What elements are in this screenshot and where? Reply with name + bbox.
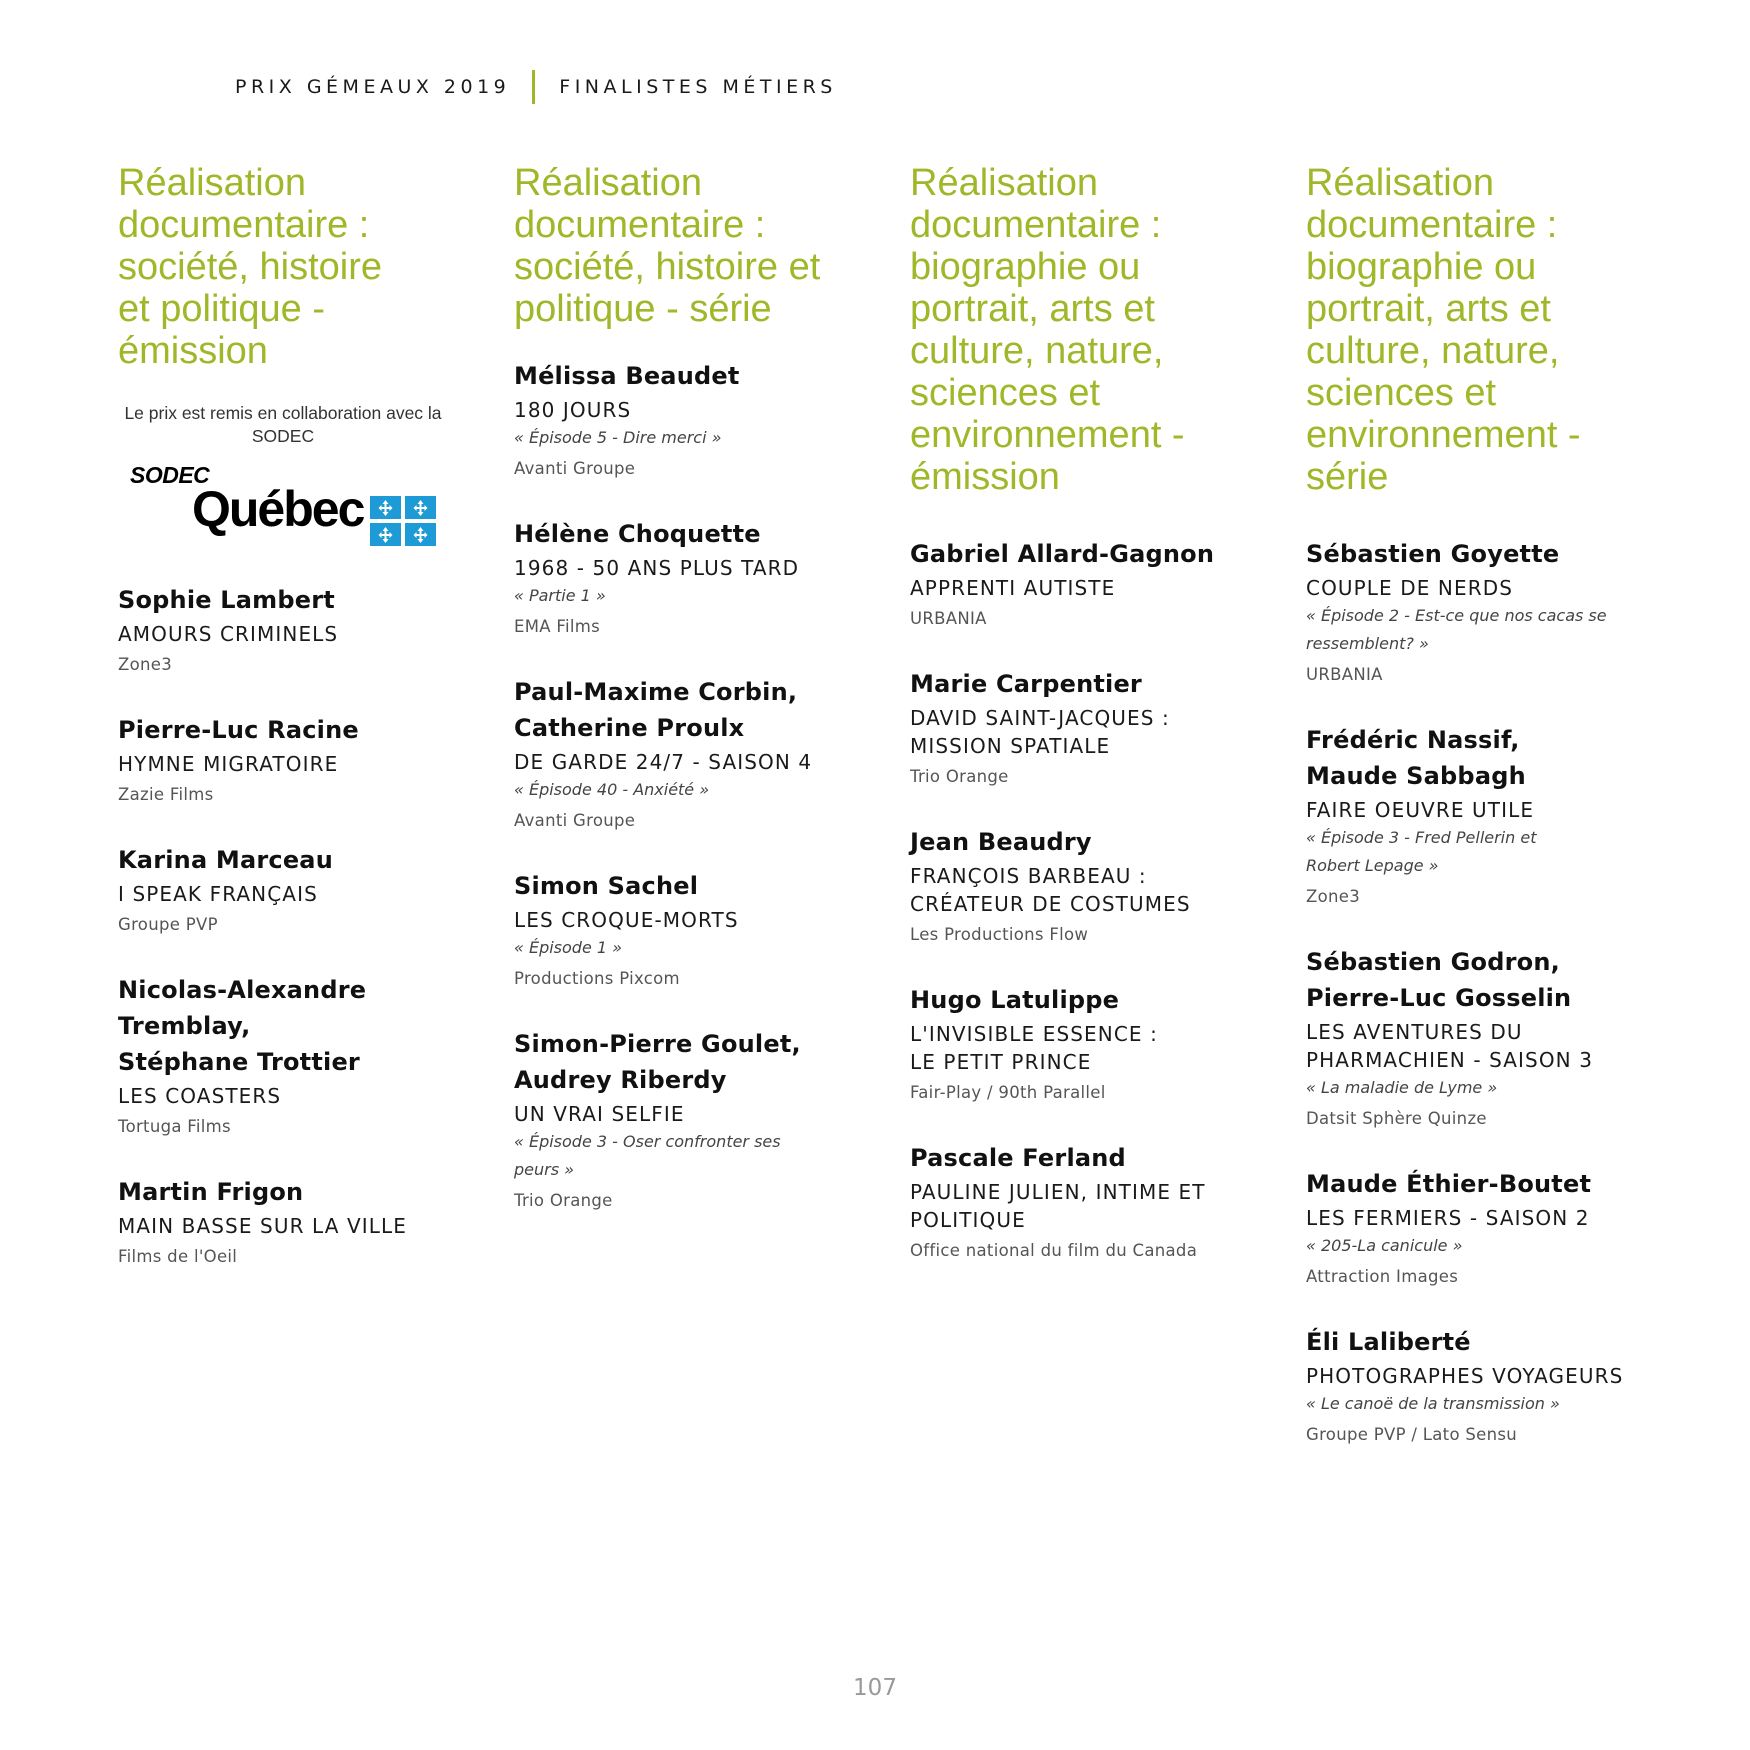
- quebec-flag-icon: [370, 496, 436, 546]
- finalist-entry: [910, 1140, 1270, 1262]
- finalist-name: Paul-Maxime Corbin, Catherine Proulx: [514, 678, 798, 742]
- finalist-entry: [514, 1026, 874, 1212]
- finalist-name: Nicolas-Alexandre Tremblay, Stéphane Trottier: [118, 976, 367, 1076]
- production-title: PHOTOGRAPHES VOYAGEURS: [1306, 1364, 1624, 1388]
- finalist-entry: [1306, 944, 1666, 1130]
- category-title: Réalisation documentaire : biographie ou portrait, arts et culture, nature, sciences et environnement - série: [1306, 162, 1581, 498]
- finalist-name: Martin Frigon: [118, 1178, 304, 1206]
- production-title: APPRENTI AUTISTE: [910, 576, 1116, 600]
- production-company: Attraction Images: [1306, 1267, 1459, 1286]
- finalist-list: [910, 536, 1270, 1262]
- page-number: 107: [853, 1675, 897, 1701]
- production-company: Fair-Play / 90th Parallel: [910, 1083, 1106, 1102]
- finalist-entry: [118, 1174, 478, 1268]
- category-column-2: [514, 162, 874, 1248]
- production-company: Groupe PVP / Lato Sensu: [1306, 1425, 1518, 1444]
- production-title: COUPLE DE NERDS: [1306, 576, 1514, 600]
- finalist-entry: [1306, 1166, 1666, 1288]
- finalist-list: [1306, 536, 1666, 1446]
- category-title: Réalisation documentaire : société, histoire et politique - série: [514, 162, 821, 330]
- production-title: MAIN BASSE SUR LA VILLE: [118, 1214, 407, 1238]
- production-company: Tortuga Films: [118, 1117, 231, 1136]
- finalist-entry: [1306, 536, 1666, 686]
- category-column-3: [910, 162, 1270, 1298]
- production-company: Zone3: [1306, 887, 1361, 906]
- category-title: Réalisation documentaire : société, histoire et politique - émission: [118, 162, 383, 372]
- production-title: DAVID SAINT-JACQUES : MISSION SPATIALE: [910, 706, 1170, 758]
- finalist-name: Simon Sachel: [514, 872, 699, 900]
- quebec-wordmark: Québec: [192, 481, 364, 537]
- production-title: AMOURS CRIMINELS: [118, 622, 339, 646]
- production-title: UN VRAI SELFIE: [514, 1102, 685, 1126]
- production-company: URBANIA: [1306, 665, 1383, 684]
- finalist-name: Marie Carpentier: [910, 670, 1142, 698]
- finalist-list: [118, 582, 478, 1268]
- production-company: Groupe PVP: [118, 915, 218, 934]
- production-title: LES COASTERS: [118, 1084, 282, 1108]
- finalist-entry: [118, 582, 478, 676]
- production-title: 180 JOURS: [514, 398, 632, 422]
- episode-title: « Épisode 3 - Oser confronter ses peurs »: [514, 1132, 781, 1179]
- production-company: Trio Orange: [910, 767, 1009, 786]
- finalist-entry: [514, 868, 874, 990]
- production-title: I SPEAK FRANÇAIS: [118, 882, 318, 906]
- finalist-entry: [910, 982, 1270, 1104]
- header-right: FINALISTES MÉTIERS: [559, 76, 837, 98]
- production-company: Datsit Sphère Quinze: [1306, 1109, 1487, 1128]
- finalist-entry: [1306, 722, 1666, 908]
- production-title: 1968 - 50 ANS PLUS TARD: [514, 556, 800, 580]
- episode-title: « Épisode 2 - Est-ce que nos cacas se ressemblent? »: [1306, 606, 1607, 653]
- finalist-name: Sébastien Goyette: [1306, 540, 1560, 568]
- episode-title: « Partie 1 »: [514, 586, 606, 605]
- finalist-name: Éli Laliberté: [1306, 1328, 1471, 1356]
- episode-title: « Le canoë de la transmission »: [1306, 1394, 1560, 1413]
- production-title: LES AVENTURES DU PHARMACHIEN - SAISON 3: [1306, 1020, 1594, 1072]
- production-company: URBANIA: [910, 609, 987, 628]
- header-left: PRIX GÉMEAUX 2019: [235, 76, 511, 98]
- finalist-entry: [910, 824, 1270, 946]
- finalist-name: Mélissa Beaudet: [514, 362, 740, 390]
- production-company: Trio Orange: [514, 1191, 613, 1210]
- production-title: HYMNE MIGRATOIRE: [118, 752, 339, 776]
- production-title: LES CROQUE-MORTS: [514, 908, 739, 932]
- production-title: DE GARDE 24/7 - SAISON 4: [514, 750, 813, 774]
- episode-title: « Épisode 40 - Anxiété »: [514, 780, 710, 799]
- finalist-entry: [118, 972, 478, 1138]
- sodec-quebec-logo: [118, 456, 448, 544]
- finalist-name: Maude Éthier-Boutet: [1306, 1170, 1592, 1198]
- page-header: [235, 70, 837, 104]
- finalist-name: Pascale Ferland: [910, 1144, 1126, 1172]
- finalist-list: [514, 358, 874, 1212]
- header-separator: [532, 70, 535, 104]
- production-title: FRANÇOIS BARBEAU : CRÉATEUR DE COSTUMES: [910, 864, 1191, 916]
- category-column-1: [118, 162, 478, 1304]
- production-title: L'INVISIBLE ESSENCE : LE PETIT PRINCE: [910, 1022, 1158, 1074]
- production-company: Office national du film du Canada: [910, 1241, 1198, 1260]
- finalist-name: Jean Beaudry: [910, 828, 1092, 856]
- finalist-entry: [910, 666, 1270, 788]
- finalist-entry: [514, 674, 874, 832]
- collaboration-note: Le prix est remis en collaboration avec la SODEC: [124, 403, 442, 446]
- production-company: Avanti Groupe: [514, 811, 636, 830]
- finalist-name: Sophie Lambert: [118, 586, 335, 614]
- production-title: LES FERMIERS - SAISON 2: [1306, 1206, 1590, 1230]
- production-company: Les Productions Flow: [910, 925, 1089, 944]
- finalist-name: Pierre-Luc Racine: [118, 716, 359, 744]
- episode-title: « Épisode 3 - Fred Pellerin et Robert Lepage »: [1306, 828, 1537, 875]
- category-column-4: [1306, 162, 1666, 1482]
- finalist-name: Karina Marceau: [118, 846, 333, 874]
- finalist-name: Hélène Choquette: [514, 520, 761, 548]
- finalist-entry: [1306, 1324, 1666, 1446]
- finalist-entry: [514, 516, 874, 638]
- episode-title: « Épisode 5 - Dire merci »: [514, 428, 722, 447]
- finalist-entry: [118, 842, 478, 936]
- category-title: Réalisation documentaire : biographie ou portrait, arts et culture, nature, sciences et environnement - émission: [910, 162, 1185, 498]
- finalist-name: Sébastien Godron, Pierre-Luc Gosselin: [1306, 948, 1572, 1012]
- finalist-name: Simon-Pierre Goulet, Audrey Riberdy: [514, 1030, 801, 1094]
- production-title: PAULINE JULIEN, INTIME ET POLITIQUE: [910, 1180, 1206, 1232]
- production-company: Productions Pixcom: [514, 969, 680, 988]
- production-company: Zone3: [118, 655, 173, 674]
- production-company: Zazie Films: [118, 785, 214, 804]
- finalist-entry: [910, 536, 1270, 630]
- episode-title: « La maladie de Lyme »: [1306, 1078, 1498, 1097]
- episode-title: « 205-La canicule »: [1306, 1236, 1463, 1255]
- finalist-name: Hugo Latulippe: [910, 986, 1120, 1014]
- finalist-entry: [514, 358, 874, 480]
- production-title: FAIRE OEUVRE UTILE: [1306, 798, 1535, 822]
- production-company: Avanti Groupe: [514, 459, 636, 478]
- finalist-name: Frédéric Nassif, Maude Sabbagh: [1306, 726, 1526, 790]
- finalist-entry: [118, 712, 478, 806]
- finalist-name: Gabriel Allard-Gagnon: [910, 540, 1215, 568]
- production-company: Films de l'Oeil: [118, 1247, 238, 1266]
- sodec-wordmark: SODEC: [130, 462, 210, 488]
- episode-title: « Épisode 1 »: [514, 938, 623, 957]
- production-company: EMA Films: [514, 617, 601, 636]
